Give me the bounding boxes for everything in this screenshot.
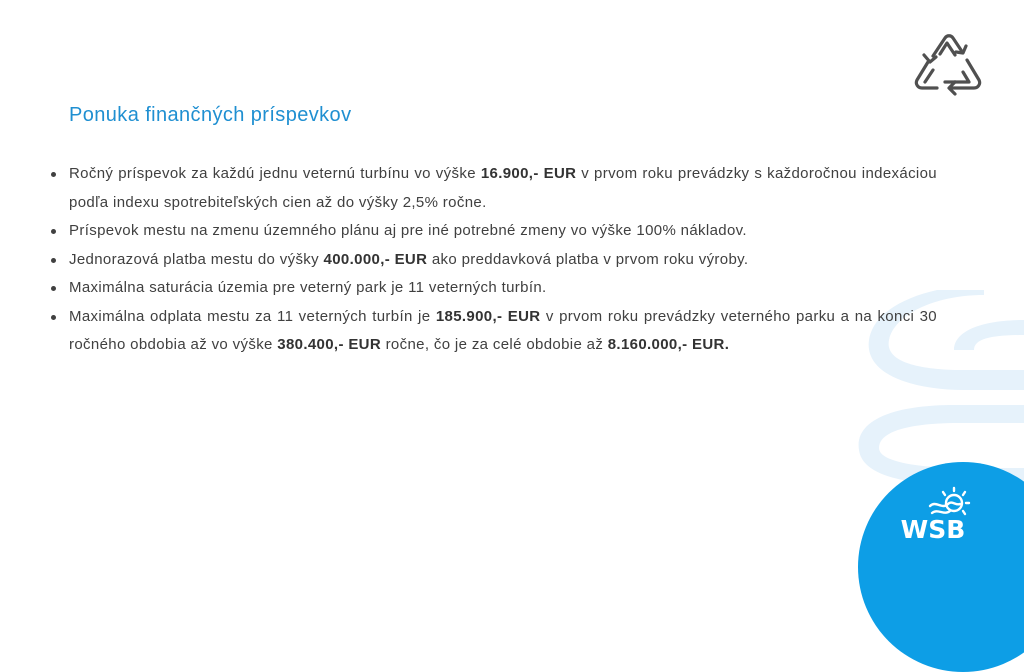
page-title: Ponuka finančných príspevkov <box>69 104 352 126</box>
bullet-item <box>47 246 937 275</box>
bullet-dot-icon <box>51 315 56 320</box>
bullet-item <box>47 217 937 246</box>
bullet-text: ročne, čo je za celé obdobie až <box>381 336 608 353</box>
bullet-list <box>47 160 937 360</box>
bullet-item <box>47 303 937 360</box>
bullet-dot-icon <box>51 172 56 177</box>
bullet-text: Príspevok mestu na zmenu územného plánu aj pre iné potrebné zmeny vo výške 100% nákladov. <box>69 222 747 239</box>
wsb-logo-text: WSB <box>900 515 966 544</box>
bullet-amount: 400.000,- EUR <box>323 250 428 268</box>
bullet-amount: 8.160.000,- EUR. <box>607 336 730 353</box>
recycle-icon <box>903 30 993 100</box>
bullet-text: Maximálna saturácia územia pre veterný park je 11 veterných turbín. <box>69 279 547 296</box>
bullet-amount: 185.900,- EUR <box>435 307 541 325</box>
bullet-text: v prvom roku prevádzky s každoročnou indexáciou podľa indexu spotrebiteľských cien až do výšky 2,5% ročne. <box>69 165 937 211</box>
bullet-text: Maximálna odplata mestu za 11 veterných turbín je <box>69 307 436 325</box>
bullet-text: Jednorazová platba mestu do výšky <box>69 250 324 268</box>
bullet-item <box>47 274 937 303</box>
bullet-item <box>47 160 937 217</box>
bullet-text: v prvom roku prevádzky veterného parku a na konci 30 ročného obdobia až vo výške <box>69 307 937 353</box>
bullet-text: ako preddavková platba v prvom roku výroby. <box>427 250 749 268</box>
bullet-dot-icon <box>51 286 56 291</box>
bullet-amount: 16.900,- EUR <box>480 165 577 182</box>
bullet-dot-icon <box>51 229 56 234</box>
bullet-text: Ročný príspevok za každú jednu veternú turbínu vo výške <box>69 165 481 182</box>
bullet-dot-icon <box>51 258 56 263</box>
bullet-amount: 380.400,- EUR <box>277 336 382 353</box>
